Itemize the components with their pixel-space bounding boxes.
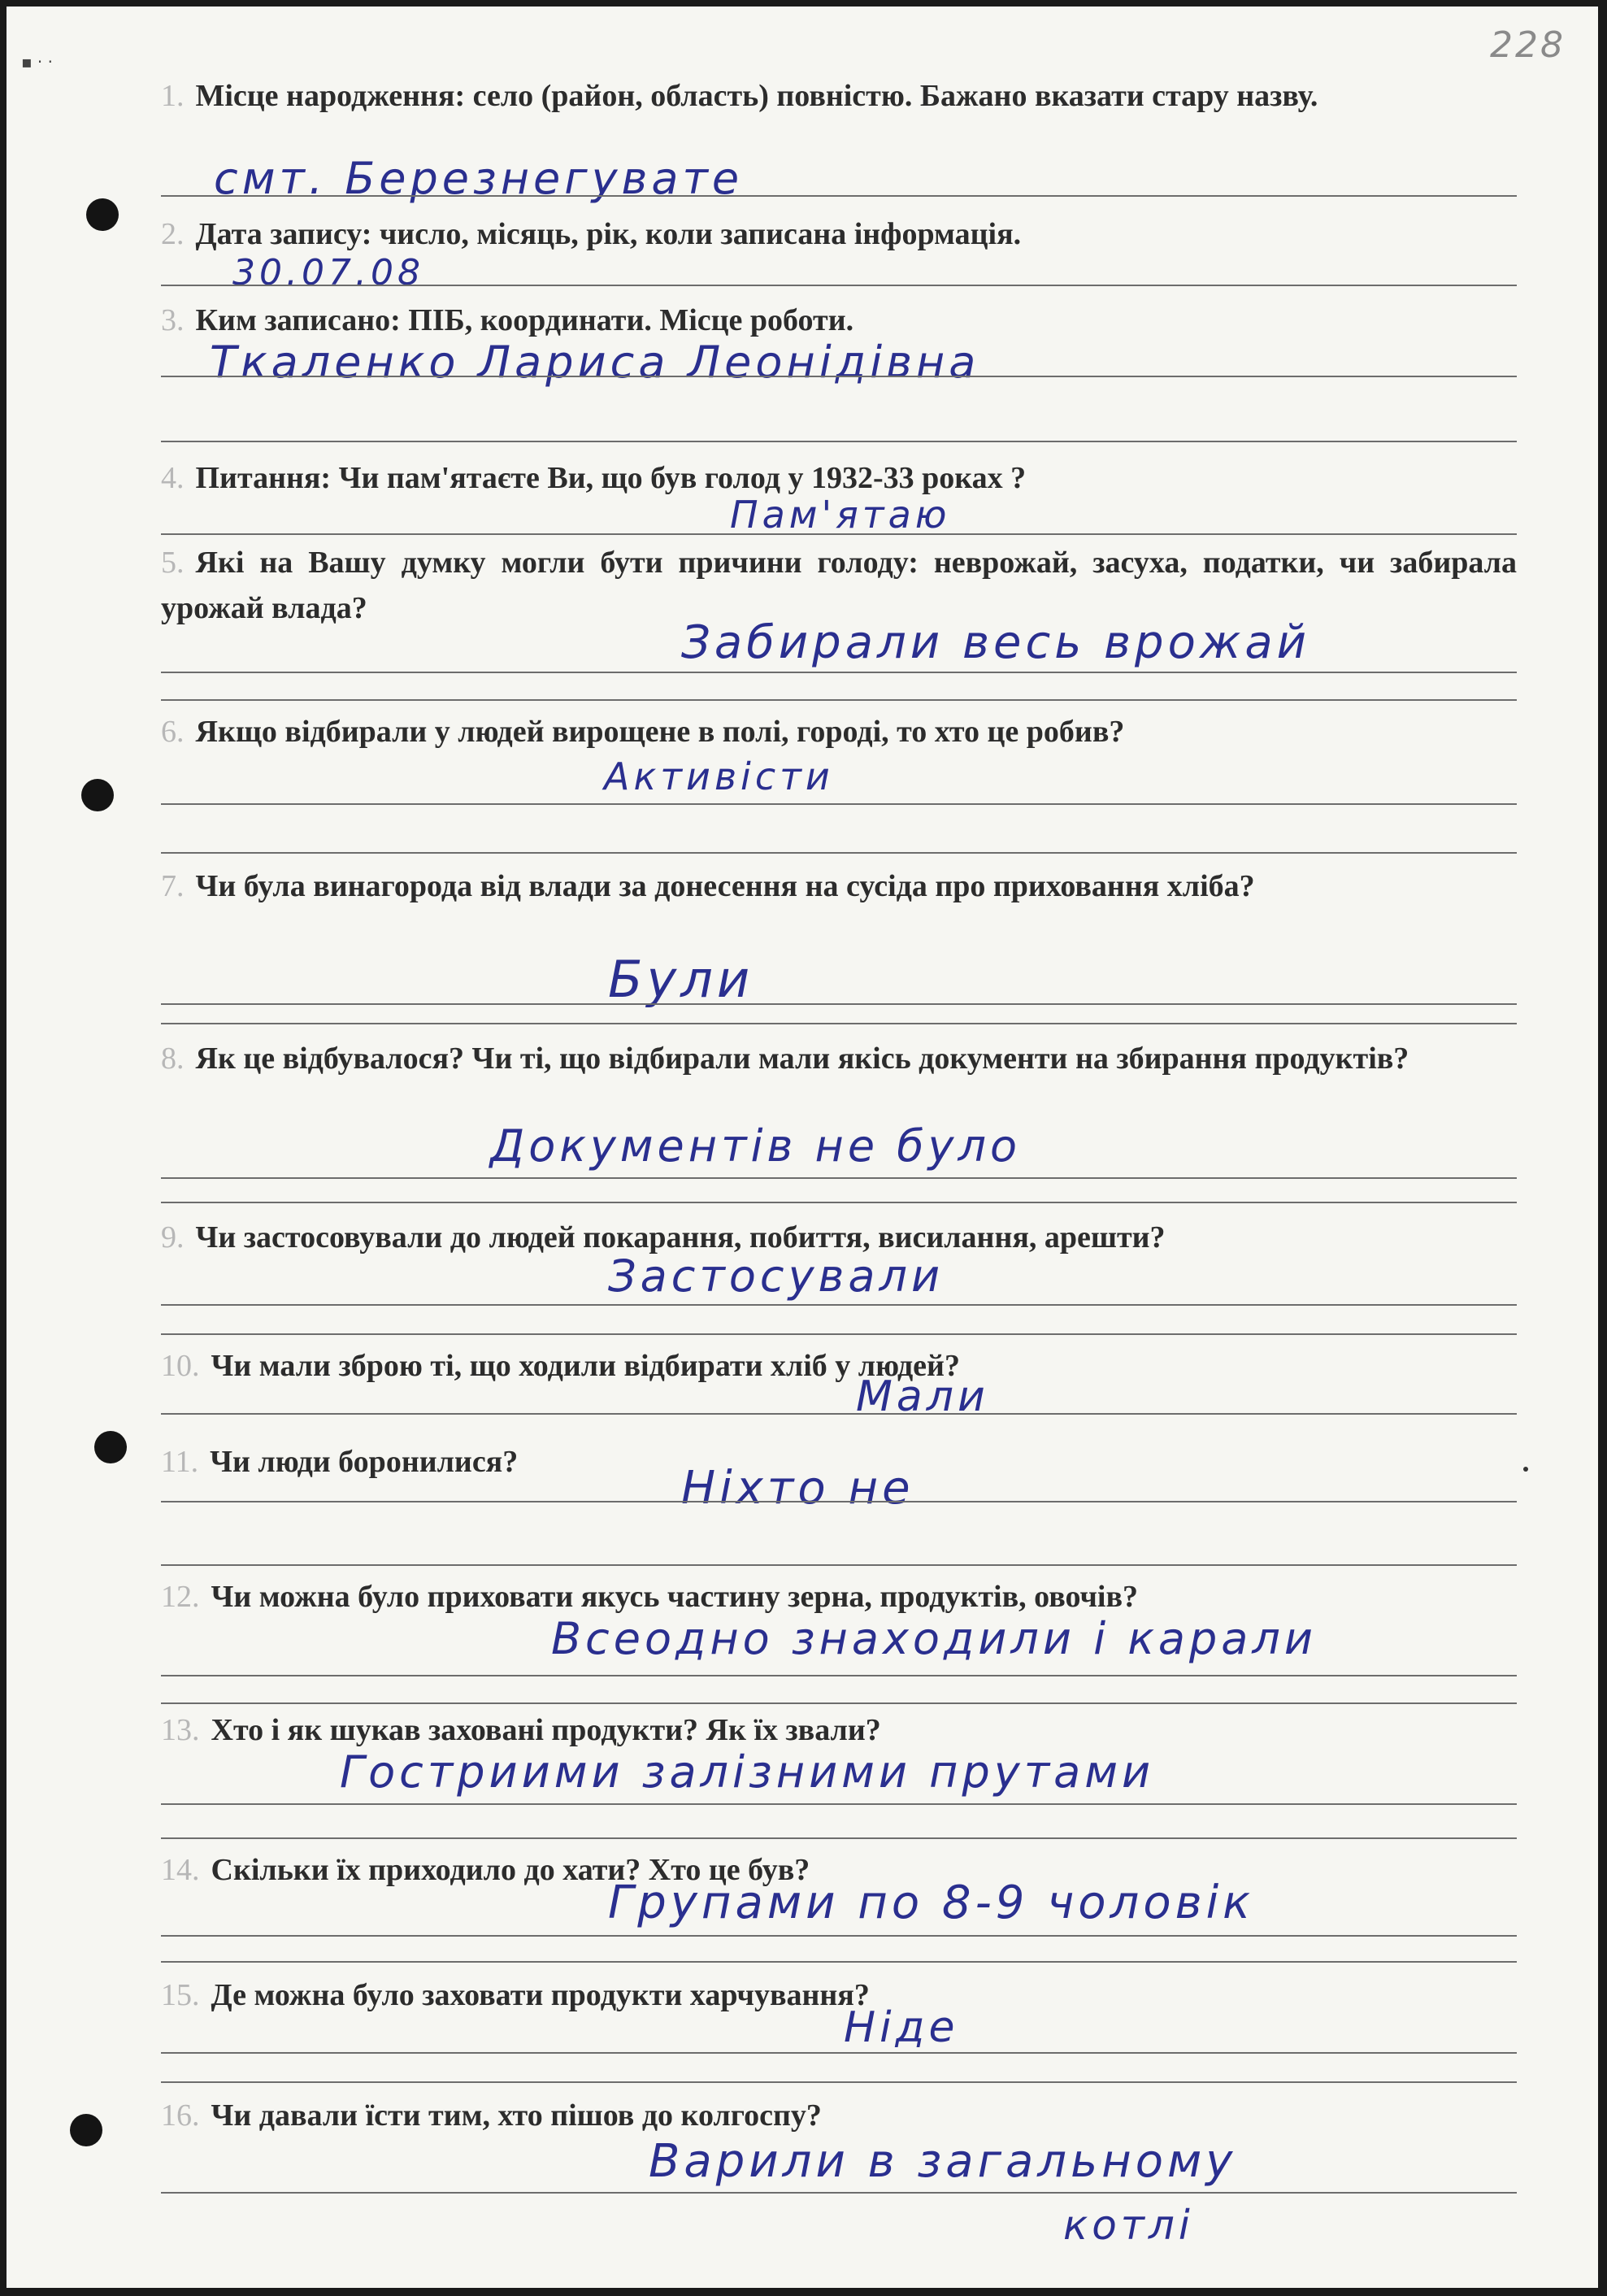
question-12: 12. Чи можна було приховати якусь частину зерна, продуктів, овочів? <box>161 1580 1138 1614</box>
answer-16-line-2: котлі <box>1063 2202 1194 2249</box>
question-6: 6. Якщо відбирали у людей вирощене в полі, городі, то хто це робив? <box>161 715 1125 749</box>
answer-line <box>161 1803 1517 1805</box>
question-8: 8. Як це відбувалося? Чи ті, що відбирали мали якісь документи на збирання продуктів? <box>161 1041 1409 1076</box>
answer-line <box>161 195 1517 197</box>
question-1: 1. Місце народження: село (район, область) повністю. Бажано вказати стару назву. <box>161 79 1318 113</box>
answer-3: Ткаленко Лариса Леонідівна <box>210 337 980 388</box>
answer-5: Забирали весь врожай <box>681 616 1311 669</box>
questionnaire-page <box>7 7 1598 2288</box>
answer-1: смт. Березнегувате <box>214 153 744 204</box>
answer-line <box>161 1675 1517 1676</box>
answer-13: Гостриими залізними прутами <box>340 1746 1155 1798</box>
answer-line <box>161 852 1517 854</box>
answer-line <box>161 1304 1517 1306</box>
answer-7: Були <box>608 950 754 1009</box>
answer-line <box>161 803 1517 805</box>
binder-hole-4 <box>70 2114 102 2146</box>
answer-line <box>161 533 1517 535</box>
answer-14: Групами по 8-9 чоловік <box>608 1876 1254 1929</box>
question-3: 3. Ким записано: ПІБ, координати. Місце роботи. <box>161 303 854 337</box>
answer-line <box>161 2192 1517 2194</box>
ink-dot <box>1523 1467 1528 1472</box>
answer-line <box>161 1333 1517 1335</box>
question-14: 14. Скільки їх приходило до хати? Хто це був? <box>161 1853 810 1887</box>
binder-hole-1 <box>86 198 119 231</box>
answer-line <box>161 1413 1517 1415</box>
answer-line <box>161 1935 1517 1937</box>
question-10: 10. Чи мали зброю ті, що ходили відбирати хліб у людей? <box>161 1349 960 1383</box>
answer-line <box>161 672 1517 673</box>
answer-line <box>161 699 1517 701</box>
question-4: 4. Питання: Чи пам'ятаєте Ви, що був голод у 1932-33 роках ? <box>161 461 1027 495</box>
answer-line <box>161 1003 1517 1005</box>
binder-hole-2 <box>81 779 114 811</box>
question-7: 7. Чи була винагорода від влади за донесення на сусіда про приховання хліба? <box>161 869 1255 903</box>
answer-line <box>161 1023 1517 1024</box>
answer-line <box>161 285 1517 286</box>
question-16: 16. Чи давали їсти тим, хто пішов до колгоспу? <box>161 2098 822 2133</box>
answer-line <box>161 1702 1517 1704</box>
answer-2: 30.07.08 <box>232 252 424 294</box>
answer-line <box>161 1177 1517 1179</box>
answer-line <box>161 1837 1517 1839</box>
answer-9: Застосували <box>608 1250 945 1302</box>
answer-line <box>161 1564 1517 1566</box>
answer-6: Активісти <box>604 754 834 798</box>
question-15: 15. Де можна було заховати продукти харчування? <box>161 1978 870 2012</box>
answer-10: Мали <box>856 1372 989 1421</box>
answer-line <box>161 1961 1517 1963</box>
answer-line <box>161 1202 1517 1203</box>
corner-mark: ▪ · · <box>21 52 53 72</box>
question-13: 13. Хто і як шукав заховані продукти? Як їх звали? <box>161 1713 881 1747</box>
answer-8: Документів не було <box>490 1120 1022 1172</box>
answer-15: Ніде <box>844 2003 959 2052</box>
answer-11: Ніхто не <box>681 1462 914 1515</box>
binder-hole-3 <box>94 1431 127 1463</box>
question-2: 2. Дата запису: число, місяць, рік, коли записана інформація. <box>161 217 1022 251</box>
question-11: 11. Чи люди боронилися? <box>161 1445 519 1479</box>
answer-line <box>161 2052 1517 2054</box>
answer-line <box>161 376 1517 377</box>
answer-line <box>161 2081 1517 2083</box>
answer-4: Пам'ятаю <box>730 493 951 537</box>
answer-12: Всеодно знаходили і карали <box>551 1613 1318 1664</box>
page-number: 228 <box>1490 24 1566 66</box>
question-9: 9. Чи застосовували до людей покарання, побиття, висилання, арешти? <box>161 1220 1166 1255</box>
question-5: 5. Які на Вашу думку могли бути причини голоду: неврожай, засуха, податки, чи забирала урожай влада? <box>161 546 1517 625</box>
answer-line <box>161 1501 1517 1502</box>
answer-line <box>161 441 1517 442</box>
answer-16-line-1: Варили в загальному <box>649 2135 1237 2188</box>
